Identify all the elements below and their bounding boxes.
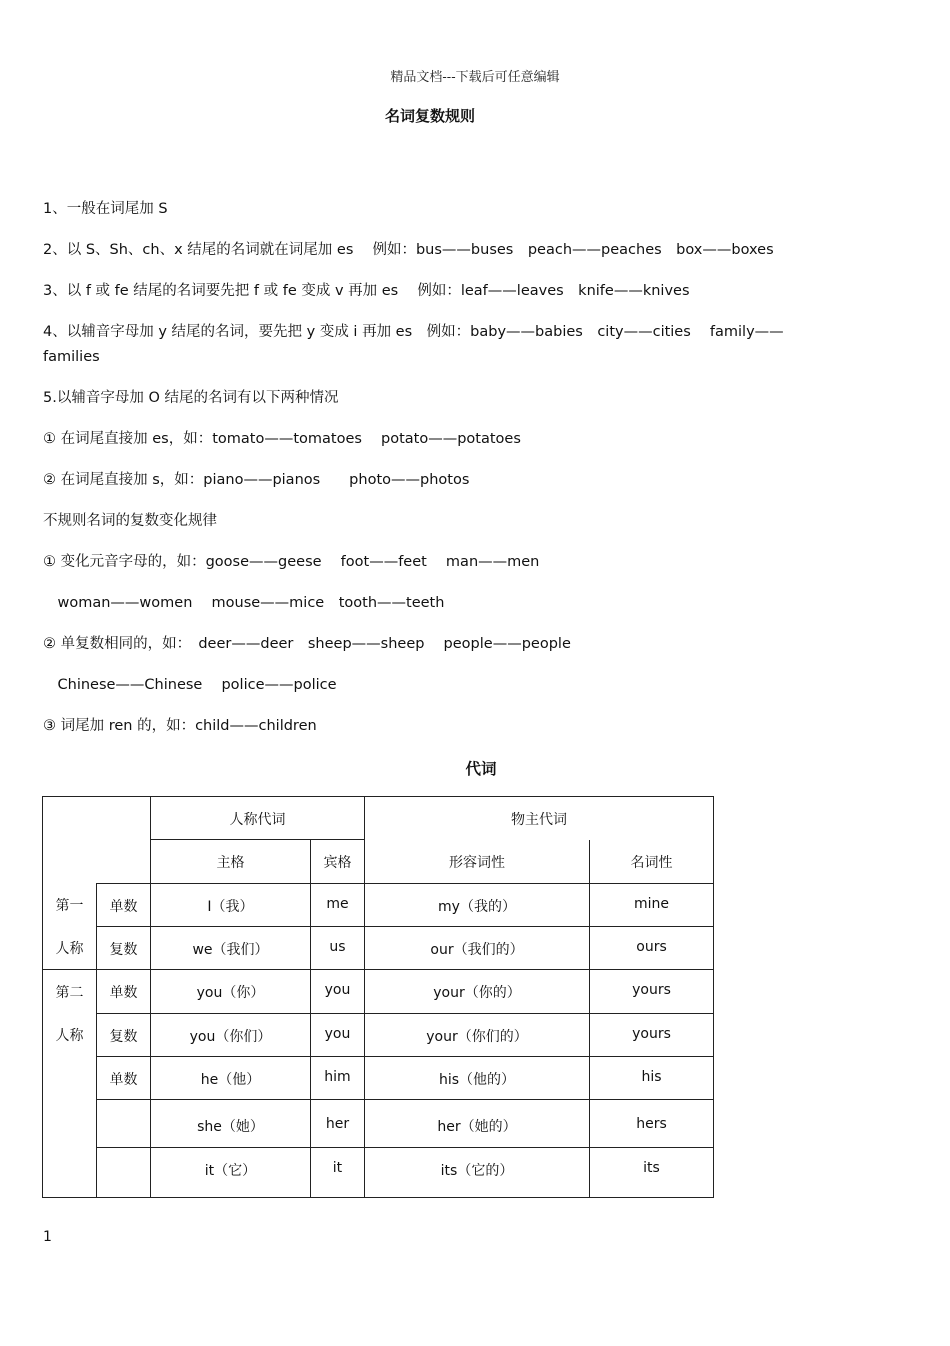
noun-cell: its: [590, 1147, 714, 1197]
object-cell: it: [311, 1147, 365, 1197]
number-cell: 复数: [97, 926, 151, 969]
subject-cell: he（他）: [151, 1056, 311, 1099]
group-label: 人称: [43, 926, 97, 969]
number-cell: 复数: [97, 1013, 151, 1056]
page-number: 1: [43, 1229, 52, 1245]
object-cell: us: [311, 926, 365, 969]
subject-cell: you（你们）: [151, 1013, 311, 1056]
adjective-cell: my（我的）: [365, 883, 590, 926]
noun-cell: ours: [590, 926, 714, 969]
object-cell: her: [311, 1100, 365, 1147]
number-cell: 单数: [97, 883, 151, 926]
pronoun-title: 代词: [465, 760, 497, 778]
adjective-cell: his（他的）: [365, 1056, 590, 1099]
noun-cell: yours: [590, 970, 714, 1013]
group-label: 人称: [43, 1013, 97, 1197]
noun-cell: his: [590, 1056, 714, 1099]
rule-line: families: [43, 349, 100, 365]
adjective-cell: her（她的）: [365, 1100, 590, 1147]
number-cell: 单数: [97, 970, 151, 1013]
subject-cell: I（我）: [151, 883, 311, 926]
header-adjective: 形容词性: [365, 840, 590, 883]
group-label: 第一: [43, 883, 97, 926]
rule-line: 3、以 f 或 fe 结尾的名词要先把 f 或 fe 变成 v 再加 es 例如：leaf——leaves knife——knives: [43, 283, 690, 299]
header-personal: 人称代词: [151, 797, 365, 840]
rule-line: Chinese——Chinese police——police: [43, 677, 337, 693]
object-cell: him: [311, 1056, 365, 1099]
subject-cell: she（她）: [151, 1100, 311, 1147]
section-heading: 不规则名词的复数变化规律: [43, 513, 217, 529]
adjective-cell: your（你们的）: [365, 1013, 590, 1056]
rule-line: ① 变化元音字母的，如：goose——geese foot——feet man——men: [43, 554, 540, 570]
group-label: 第二: [43, 970, 97, 1013]
header-noun: 名词性: [590, 840, 714, 883]
rule-line: 1、一般在词尾加 S: [43, 201, 168, 217]
number-cell: [97, 1100, 151, 1147]
header-object: 宾格: [311, 840, 365, 883]
adjective-cell: its（它的）: [365, 1147, 590, 1197]
adjective-cell: our（我们的）: [365, 926, 590, 969]
corner-cell: [43, 797, 151, 884]
rule-line: ③ 词尾加 ren 的，如：child——children: [43, 718, 317, 734]
noun-cell: yours: [590, 1013, 714, 1056]
subject-cell: you（你）: [151, 970, 311, 1013]
pronoun-table: [42, 796, 714, 1198]
document-header: 精品文档---下载后可任意编辑: [390, 70, 560, 85]
page-title: 名词复数规则: [384, 107, 475, 125]
noun-cell: hers: [590, 1100, 714, 1147]
adjective-cell: your（你的）: [365, 970, 590, 1013]
subject-cell: we（我们）: [151, 926, 311, 969]
rule-line: 5.以辅音字母加 O 结尾的名词有以下两种情况: [43, 390, 339, 406]
object-cell: you: [311, 970, 365, 1013]
rule-line: ② 在词尾直接加 s，如：piano——pianos photo——photos: [43, 472, 470, 488]
noun-cell: mine: [590, 883, 714, 926]
rule-line: 4、以辅音字母加 y 结尾的名词，要先把 y 变成 i 再加 es 例如：baby——babies city——cities family——: [43, 324, 784, 340]
rule-line: woman——women mouse——mice tooth——teeth: [43, 595, 445, 611]
number-cell: 单数: [97, 1056, 151, 1099]
object-cell: you: [311, 1013, 365, 1056]
number-cell: [97, 1147, 151, 1197]
rule-line: ① 在词尾直接加 es，如：tomato——tomatoes potato——potatoes: [43, 431, 521, 447]
header-subject: 主格: [151, 840, 311, 883]
header-possessive: 物主代词: [365, 797, 714, 840]
rule-line: 2、以 S、Sh、ch、x 结尾的名词就在词尾加 es 例如：bus——buses peach——peaches box——boxes: [43, 242, 774, 258]
subject-cell: it（它）: [151, 1147, 311, 1197]
rule-line: ② 单复数相同的，如： deer——deer sheep——sheep people——people: [43, 636, 571, 652]
object-cell: me: [311, 883, 365, 926]
